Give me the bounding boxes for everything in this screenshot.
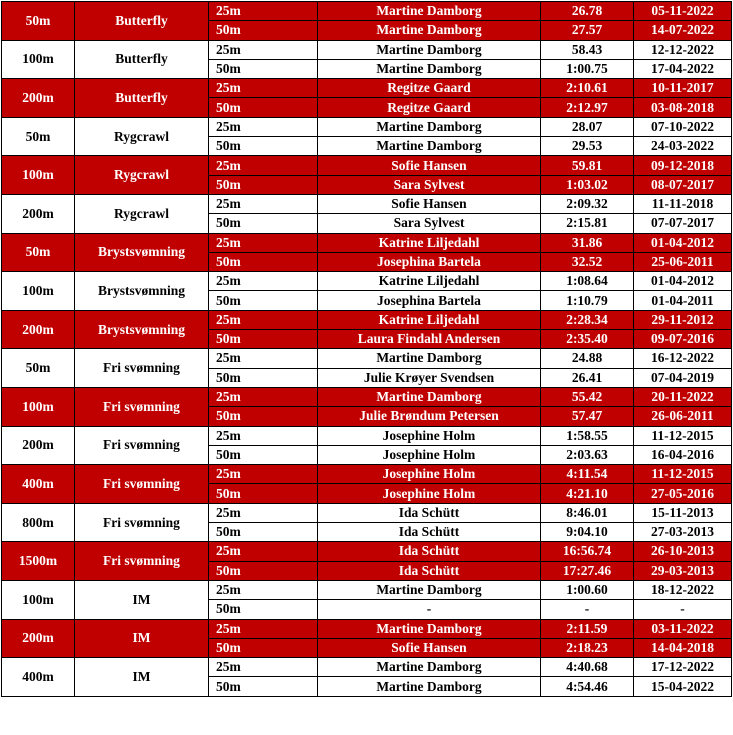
record-date: 07-10-2022: [634, 117, 732, 136]
record-holder-name: Laura Findahl Andersen: [318, 330, 541, 349]
record-holder-name: -: [318, 600, 541, 619]
record-time: 1:08.64: [541, 272, 634, 291]
record-date: 26-10-2013: [634, 542, 732, 561]
record-date: 17-12-2022: [634, 658, 732, 677]
table-row: [2, 465, 732, 484]
records-table-body: [2, 2, 732, 697]
event-distance: 50m: [2, 349, 75, 388]
record-pool-length: 50m: [209, 330, 318, 349]
record-time: 2:11.59: [541, 619, 634, 638]
record-time: 16:56.74: [541, 542, 634, 561]
record-date: 17-04-2022: [634, 59, 732, 78]
record-time: 2:09.32: [541, 194, 634, 213]
record-pool-length: 25m: [209, 580, 318, 599]
record-pool-length: 25m: [209, 272, 318, 291]
record-date: 07-04-2019: [634, 368, 732, 387]
record-date: 03-11-2022: [634, 619, 732, 638]
record-holder-name: Sara Sylvest: [318, 214, 541, 233]
record-holder-name: Martine Damborg: [318, 21, 541, 40]
event-stroke: Fri svømning: [75, 503, 209, 542]
record-holder-name: Sofie Hansen: [318, 638, 541, 657]
event-stroke: Rygcrawl: [75, 156, 209, 195]
record-pool-length: 25m: [209, 156, 318, 175]
table-row: [2, 40, 732, 59]
record-date: 29-11-2012: [634, 310, 732, 329]
record-time: 1:00.60: [541, 580, 634, 599]
record-pool-length: 25m: [209, 2, 318, 21]
event-distance: 100m: [2, 40, 75, 79]
record-time: 8:46.01: [541, 503, 634, 522]
record-date: 27-03-2013: [634, 523, 732, 542]
record-pool-length: 50m: [209, 59, 318, 78]
record-time: 17:27.46: [541, 561, 634, 580]
record-date: 14-04-2018: [634, 638, 732, 657]
table-row: [2, 117, 732, 136]
record-pool-length: 25m: [209, 40, 318, 59]
record-pool-length: 25m: [209, 349, 318, 368]
record-pool-length: 25m: [209, 310, 318, 329]
event-distance: 200m: [2, 194, 75, 233]
event-stroke: Brystsvømning: [75, 272, 209, 311]
record-date: 01-04-2012: [634, 233, 732, 252]
record-holder-name: Martine Damborg: [318, 677, 541, 696]
record-date: 16-12-2022: [634, 349, 732, 368]
record-pool-length: 25m: [209, 233, 318, 252]
event-distance: 800m: [2, 503, 75, 542]
table-row: [2, 79, 732, 98]
event-distance: 400m: [2, 465, 75, 504]
event-stroke: Brystsvømning: [75, 310, 209, 349]
record-pool-length: 50m: [209, 484, 318, 503]
record-date: 16-04-2016: [634, 445, 732, 464]
event-stroke: Rygcrawl: [75, 194, 209, 233]
event-distance: 100m: [2, 387, 75, 426]
record-date: 29-03-2013: [634, 561, 732, 580]
record-pool-length: 50m: [209, 252, 318, 271]
record-pool-length: 50m: [209, 638, 318, 657]
record-holder-name: Martine Damborg: [318, 59, 541, 78]
record-holder-name: Katrine Liljedahl: [318, 233, 541, 252]
record-date: 18-12-2022: [634, 580, 732, 599]
record-pool-length: 50m: [209, 445, 318, 464]
record-pool-length: 25m: [209, 619, 318, 638]
record-date: 05-11-2022: [634, 2, 732, 21]
record-time: -: [541, 600, 634, 619]
event-distance: 200m: [2, 619, 75, 658]
record-time: 26.41: [541, 368, 634, 387]
record-pool-length: 50m: [209, 21, 318, 40]
event-stroke: Fri svømning: [75, 349, 209, 388]
record-holder-name: Martine Damborg: [318, 580, 541, 599]
record-time: 9:04.10: [541, 523, 634, 542]
record-pool-length: 50m: [209, 137, 318, 156]
record-date: 09-07-2016: [634, 330, 732, 349]
record-time: 4:40.68: [541, 658, 634, 677]
record-date: 11-12-2015: [634, 465, 732, 484]
record-date: 24-03-2022: [634, 137, 732, 156]
record-holder-name: Martine Damborg: [318, 349, 541, 368]
event-distance: 200m: [2, 310, 75, 349]
record-time: 2:35.40: [541, 330, 634, 349]
record-holder-name: Martine Damborg: [318, 40, 541, 59]
record-time: 31.86: [541, 233, 634, 252]
record-holder-name: Ida Schütt: [318, 503, 541, 522]
event-distance: 100m: [2, 272, 75, 311]
record-holder-name: Josephine Holm: [318, 445, 541, 464]
table-row: [2, 503, 732, 522]
record-pool-length: 25m: [209, 426, 318, 445]
record-holder-name: Ida Schütt: [318, 561, 541, 580]
record-time: 57.47: [541, 407, 634, 426]
event-stroke: Fri svømning: [75, 387, 209, 426]
record-date: 11-11-2018: [634, 194, 732, 213]
record-time: 2:03.63: [541, 445, 634, 464]
record-time: 1:58.55: [541, 426, 634, 445]
record-time: 2:28.34: [541, 310, 634, 329]
record-date: 03-08-2018: [634, 98, 732, 117]
record-time: 59.81: [541, 156, 634, 175]
record-pool-length: 50m: [209, 175, 318, 194]
table-row: [2, 349, 732, 368]
record-pool-length: 50m: [209, 600, 318, 619]
record-holder-name: Katrine Liljedahl: [318, 272, 541, 291]
record-date: 12-12-2022: [634, 40, 732, 59]
record-holder-name: Ida Schütt: [318, 542, 541, 561]
record-holder-name: Martine Damborg: [318, 387, 541, 406]
event-stroke: Fri svømning: [75, 426, 209, 465]
event-stroke: IM: [75, 658, 209, 697]
record-pool-length: 50m: [209, 407, 318, 426]
event-stroke: Fri svømning: [75, 542, 209, 581]
record-holder-name: Martine Damborg: [318, 117, 541, 136]
record-date: 07-07-2017: [634, 214, 732, 233]
event-stroke: Butterfly: [75, 2, 209, 41]
record-date: 15-04-2022: [634, 677, 732, 696]
event-stroke: Fri svømning: [75, 465, 209, 504]
event-distance: 200m: [2, 426, 75, 465]
record-time: 1:00.75: [541, 59, 634, 78]
event-stroke: Rygcrawl: [75, 117, 209, 156]
record-holder-name: Josephine Holm: [318, 426, 541, 445]
record-date: 08-07-2017: [634, 175, 732, 194]
record-date: 09-12-2018: [634, 156, 732, 175]
event-stroke: Brystsvømning: [75, 233, 209, 272]
record-pool-length: 50m: [209, 98, 318, 117]
record-pool-length: 25m: [209, 503, 318, 522]
table-row: [2, 658, 732, 677]
record-date: 11-12-2015: [634, 426, 732, 445]
record-time: 26.78: [541, 2, 634, 21]
record-time: 1:10.79: [541, 291, 634, 310]
record-time: 4:54.46: [541, 677, 634, 696]
table-row: [2, 272, 732, 291]
record-pool-length: 50m: [209, 214, 318, 233]
record-holder-name: Martine Damborg: [318, 619, 541, 638]
record-time: 1:03.02: [541, 175, 634, 194]
event-distance: 400m: [2, 658, 75, 697]
event-distance: 100m: [2, 156, 75, 195]
record-holder-name: Josephina Bartela: [318, 291, 541, 310]
record-date: 25-06-2011: [634, 252, 732, 271]
record-pool-length: 25m: [209, 117, 318, 136]
record-date: 01-04-2012: [634, 272, 732, 291]
event-stroke: Butterfly: [75, 79, 209, 118]
record-time: 55.42: [541, 387, 634, 406]
record-date: -: [634, 600, 732, 619]
record-pool-length: 25m: [209, 658, 318, 677]
record-date: 14-07-2022: [634, 21, 732, 40]
table-row: [2, 580, 732, 599]
record-holder-name: Julie Brøndum Petersen: [318, 407, 541, 426]
record-pool-length: 50m: [209, 523, 318, 542]
table-row: [2, 233, 732, 252]
table-row: [2, 2, 732, 21]
records-table: [1, 1, 732, 697]
record-holder-name: Josephine Holm: [318, 465, 541, 484]
record-pool-length: 50m: [209, 677, 318, 696]
record-date: 01-04-2011: [634, 291, 732, 310]
record-time: 4:21.10: [541, 484, 634, 503]
table-row: [2, 156, 732, 175]
record-pool-length: 50m: [209, 561, 318, 580]
record-date: 10-11-2017: [634, 79, 732, 98]
record-pool-length: 50m: [209, 368, 318, 387]
record-holder-name: Julie Krøyer Svendsen: [318, 368, 541, 387]
record-holder-name: Martine Damborg: [318, 137, 541, 156]
record-holder-name: Sara Sylvest: [318, 175, 541, 194]
record-date: 27-05-2016: [634, 484, 732, 503]
record-holder-name: Sofie Hansen: [318, 194, 541, 213]
record-holder-name: Ida Schütt: [318, 523, 541, 542]
record-pool-length: 25m: [209, 194, 318, 213]
record-time: 24.88: [541, 349, 634, 368]
record-pool-length: 50m: [209, 291, 318, 310]
record-pool-length: 25m: [209, 387, 318, 406]
record-holder-name: Josephina Bartela: [318, 252, 541, 271]
record-holder-name: Regitze Gaard: [318, 98, 541, 117]
record-holder-name: Martine Damborg: [318, 658, 541, 677]
record-time: 2:12.97: [541, 98, 634, 117]
record-time: 4:11.54: [541, 465, 634, 484]
record-holder-name: Josephine Holm: [318, 484, 541, 503]
event-stroke: IM: [75, 580, 209, 619]
table-row: [2, 387, 732, 406]
record-time: 2:10.61: [541, 79, 634, 98]
record-time: 27.57: [541, 21, 634, 40]
record-holder-name: Katrine Liljedahl: [318, 310, 541, 329]
record-holder-name: Sofie Hansen: [318, 156, 541, 175]
record-time: 2:15.81: [541, 214, 634, 233]
event-distance: 1500m: [2, 542, 75, 581]
record-date: 20-11-2022: [634, 387, 732, 406]
record-pool-length: 25m: [209, 465, 318, 484]
event-stroke: IM: [75, 619, 209, 658]
record-time: 32.52: [541, 252, 634, 271]
record-time: 2:18.23: [541, 638, 634, 657]
record-date: 15-11-2013: [634, 503, 732, 522]
record-time: 28.07: [541, 117, 634, 136]
record-date: 26-06-2011: [634, 407, 732, 426]
event-distance: 50m: [2, 2, 75, 41]
table-row: [2, 426, 732, 445]
table-row: [2, 194, 732, 213]
event-stroke: Butterfly: [75, 40, 209, 79]
event-distance: 50m: [2, 233, 75, 272]
event-distance: 100m: [2, 580, 75, 619]
event-distance: 50m: [2, 117, 75, 156]
record-time: 58.43: [541, 40, 634, 59]
record-holder-name: Martine Damborg: [318, 2, 541, 21]
table-row: [2, 310, 732, 329]
record-pool-length: 25m: [209, 542, 318, 561]
record-time: 29.53: [541, 137, 634, 156]
record-holder-name: Regitze Gaard: [318, 79, 541, 98]
record-pool-length: 25m: [209, 79, 318, 98]
table-row: [2, 542, 732, 561]
event-distance: 200m: [2, 79, 75, 118]
table-row: [2, 619, 732, 638]
